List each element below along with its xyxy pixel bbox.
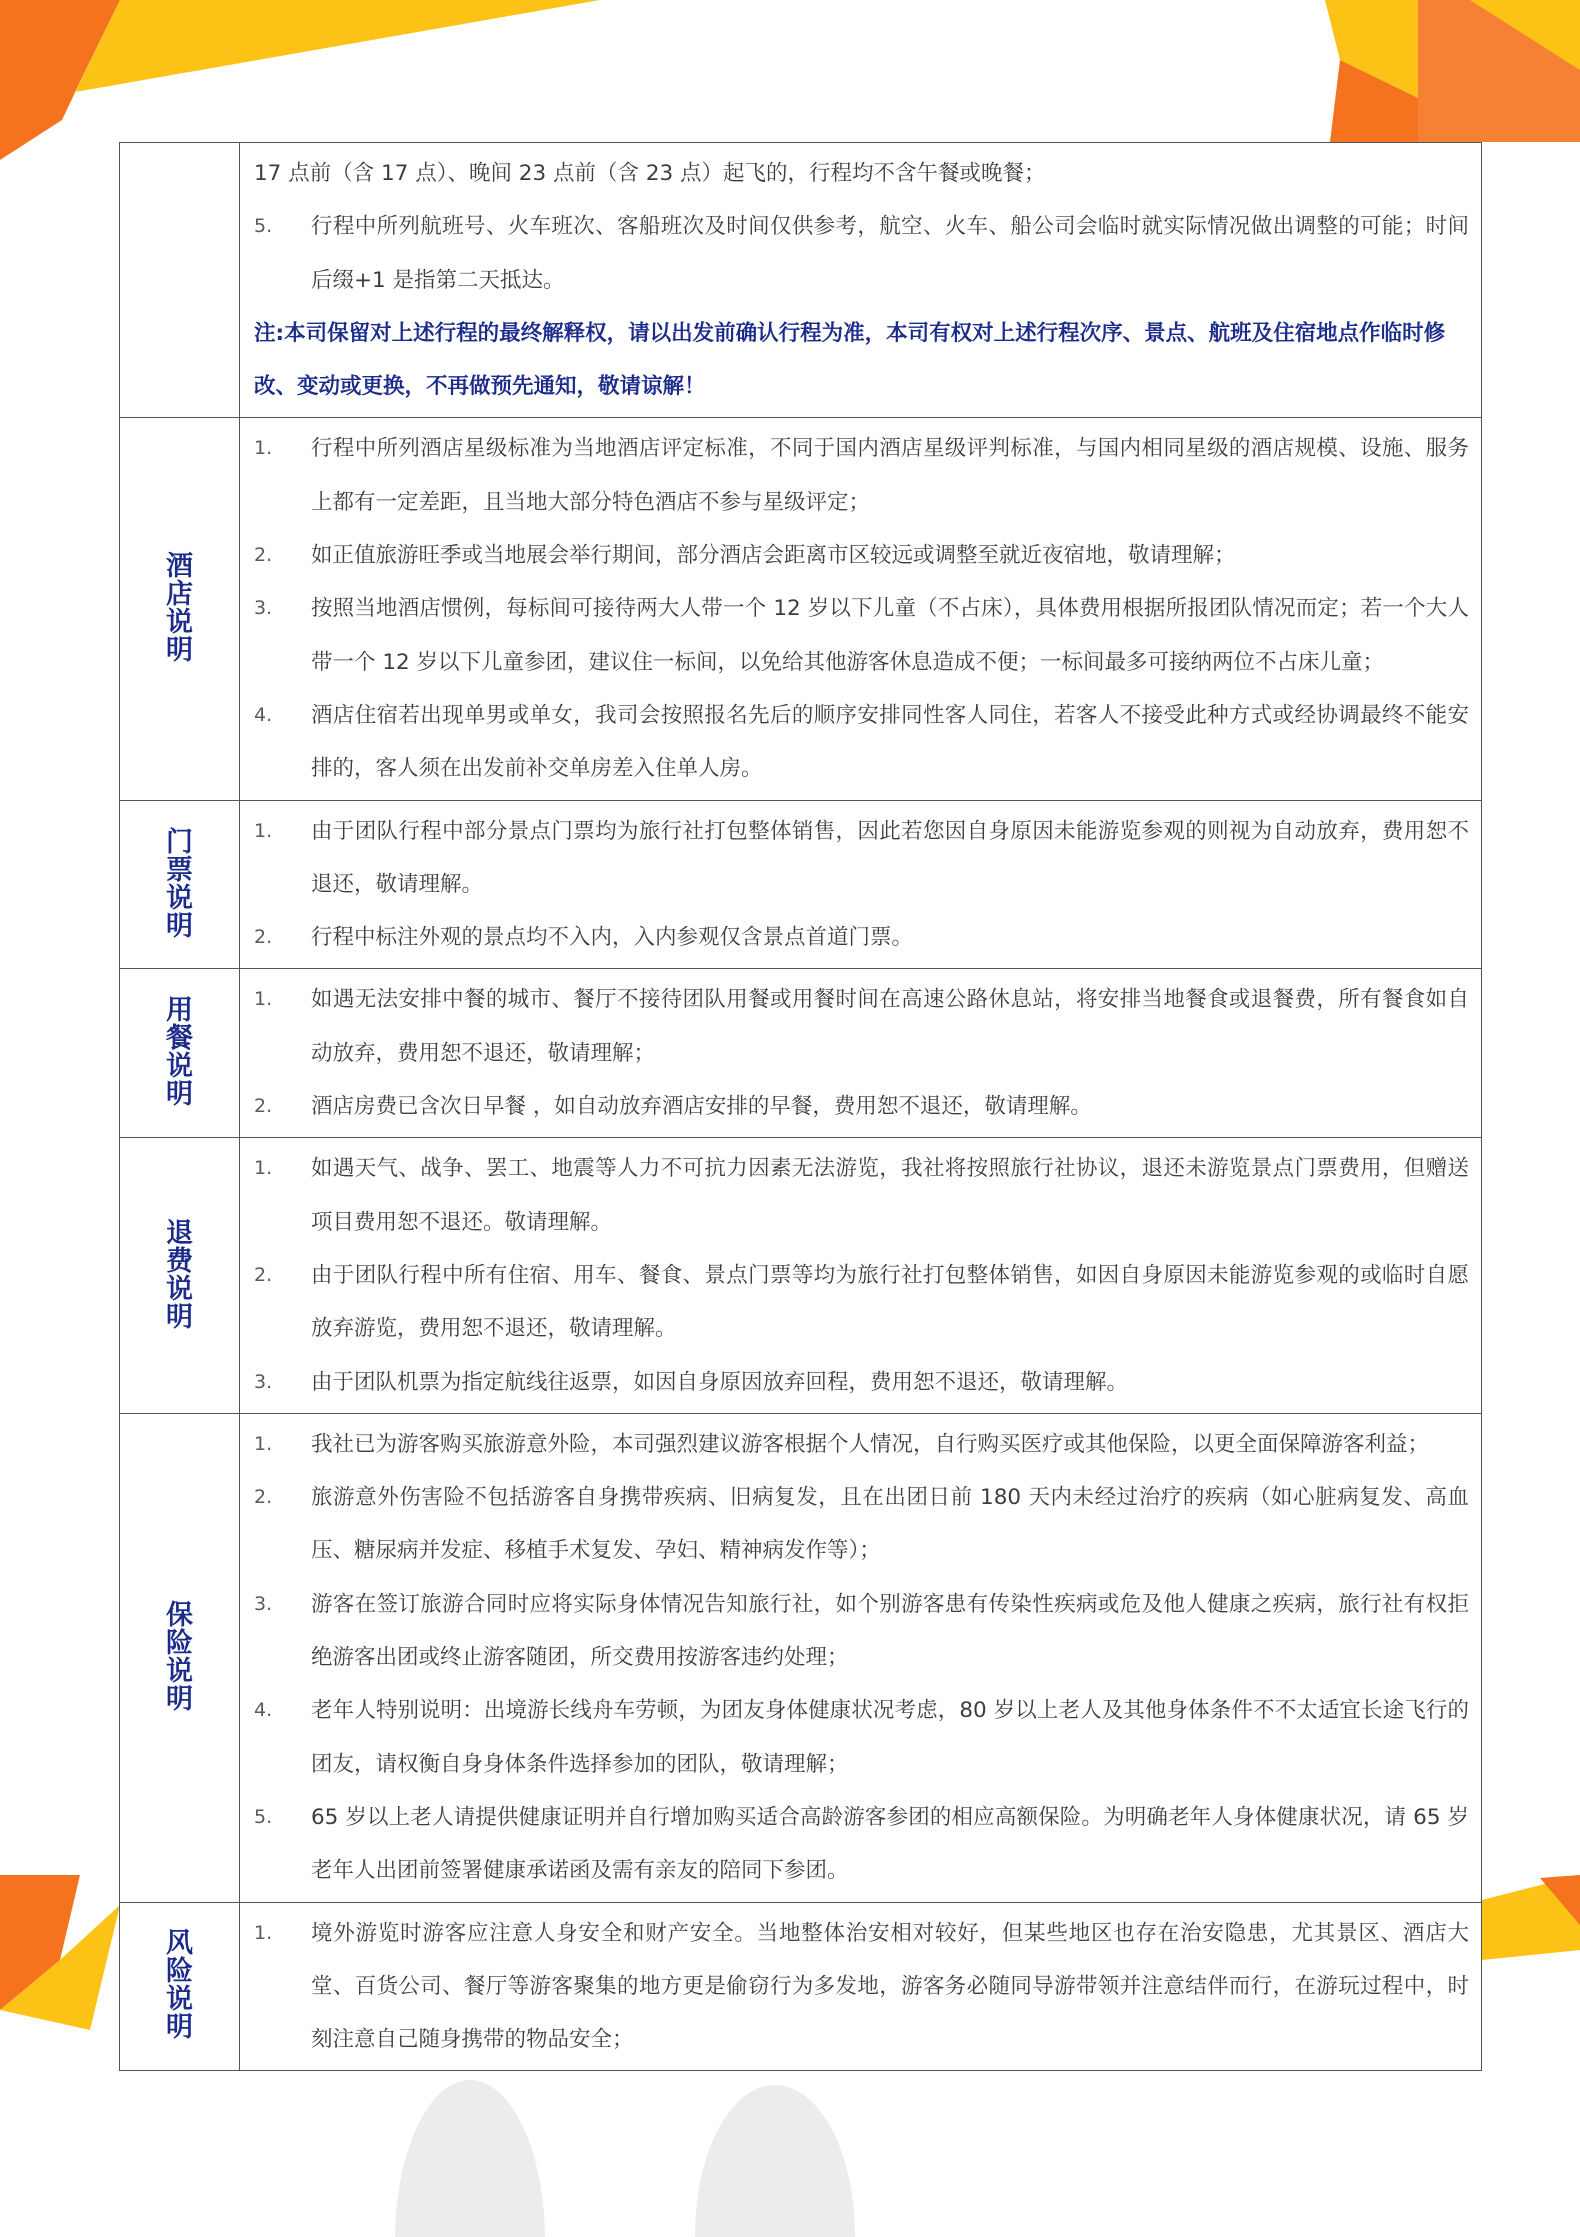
list-item [254, 1471, 1469, 1578]
list-item [254, 805, 1469, 912]
item-number: 3. [254, 597, 273, 620]
item-text: 由于团队机票为指定航线往返票，如因自身原因放弃回程，费用恕不退还，敬请理解。 [311, 1369, 1129, 1395]
item-number: 1. [254, 988, 273, 1011]
section-heading: 酒店说明 [166, 551, 193, 667]
item-number: 4. [254, 703, 273, 726]
section-heading-cell [120, 1902, 240, 2071]
disclaimer-note: 注:本司保留对上述行程的最终解释权，请以出发前确认行程为准，本司有权对上述行程次序、景点、航班及住宿地点作临时修改、变动或更换，不再做预先通知，敬请谅解！ [254, 320, 1446, 400]
list-item [254, 1791, 1469, 1898]
item-number: 5. [254, 215, 273, 238]
item-number: 1. [254, 1157, 273, 1180]
item-text: 如遇天气、战争、罢工、地震等人力不可抗力因素无法游览，我社将按照旅行社协议，退还未游览景点门票费用，但赠送项目费用恕不退还。敬请理解。 [311, 1156, 1469, 1235]
section-body-cell [240, 1902, 1482, 2071]
item-text: 酒店房费已含次日早餐 ，如自动放弃酒店安排的早餐，费用恕不退还，敬请理解。 [311, 1094, 1092, 1120]
section-heading: 风险说明 [166, 1928, 193, 2044]
section-body-cell [240, 418, 1482, 800]
item-text: 行程中所列航班号、火车班次、客船班次及时间仅供参考，航空、火车、船公司会临时就实际情况做出调整的可能；时间后缀+1 是指第二天抵达。 [311, 214, 1469, 293]
section-heading: 保险说明 [166, 1599, 193, 1715]
item-text: 境外游览时游客应注意人身安全和财产安全。当地整体治安相对较好，但某些地区也存在治安隐患，尤其景区、酒店大堂、百货公司、餐厅等游客聚集的地方更是偷窃行为多发地，游客务必随同导游带领并注意结伴而行，在游玩过程中，时刻注意自己随身携带的物品安全； [311, 1920, 1469, 2053]
section-row-refund [120, 1138, 1482, 1413]
section-heading-cell [120, 418, 240, 800]
section-heading-cell [120, 1138, 240, 1413]
list-item [254, 1249, 1469, 1356]
item-text: 行程中标注外观的景点均不入内，入内参观仅含景点首道门票。 [311, 925, 914, 951]
section-heading-cell [120, 1413, 240, 1902]
item-number: 2. [254, 544, 273, 567]
watermark-shape [395, 2080, 545, 2237]
section-heading: 门票说明 [166, 826, 193, 942]
list-item [254, 200, 1469, 307]
section-body-cell [240, 1138, 1482, 1413]
list-item [254, 689, 1469, 796]
section-heading-cell [120, 969, 240, 1138]
section-row [120, 143, 1482, 418]
item-number: 2. [254, 1263, 273, 1286]
item-text: 老年人特别说明：出境游长线舟车劳顿，为团友身体健康状况考虑，80 岁以上老人及其他身体条件不不太适宜长途飞行的团友，请权衡自身身体条件选择参加的团队，敬请理解； [311, 1698, 1469, 1777]
section-body-cell [240, 800, 1482, 969]
section-row-meals [120, 969, 1482, 1138]
item-number: 1. [254, 437, 273, 460]
list-item [254, 1142, 1469, 1249]
list-item [254, 1907, 1469, 2067]
yellow-shape [75, 0, 600, 92]
item-text: 如正值旅游旺季或当地展会举行期间，部分酒店会距离市区较远或调整至就近夜宿地，敬请理解； [311, 543, 1236, 569]
item-number: 2. [254, 926, 273, 949]
item-number: 3. [254, 1370, 273, 1393]
item-text: 如遇无法安排中餐的城市、餐厅不接待团队用餐或用餐时间在高速公路休息站，将安排当地餐食或退餐费，所有餐食如自动放弃，费用恕不退还，敬请理解； [311, 987, 1469, 1066]
item-number: 5. [254, 1805, 273, 1828]
item-text: 由于团队行程中部分景点门票均为旅行社打包整体销售，因此若您因自身原因未能游览参观的则视为自动放弃，费用恕不退还，敬请理解。 [311, 818, 1469, 897]
item-number: 3. [254, 1592, 273, 1615]
section-body-cell [240, 969, 1482, 1138]
list-item [254, 1080, 1469, 1133]
item-number: 1. [254, 1432, 273, 1455]
item-text: 按照当地酒店惯例，每标间可接待两大人带一个 12 岁以下儿童（不占床），具体费用根据所报团队情况而定；若一个大人带一个 12 岁以下儿童参团，建议住一标间，以免给其他游客休息造成不便；一标间最多可接纳两位不占床儿童； [311, 596, 1469, 675]
item-text: 由于团队行程中所有住宿、用车、餐食、景点门票等均为旅行社打包整体销售，如因自身原因未能游览参观的或临时自愿放弃游览，费用恕不退还，敬请理解。 [311, 1262, 1469, 1342]
item-number: 1. [254, 819, 273, 842]
item-number: 4. [254, 1699, 273, 1722]
section-heading-cell [120, 143, 240, 418]
section-row-insurance [120, 1413, 1482, 1902]
list-item [254, 529, 1469, 582]
item-text: 酒店住宿若出现单男或单女，我司会按照报名先后的顺序安排同性客人同住，若客人不接受此种方式或经协调最终不能安排的，客人须在出发前补交单房差入住单人房。 [311, 702, 1469, 782]
list-item [254, 911, 1469, 964]
item-number: 2. [254, 1486, 273, 1509]
item-text: 65 岁以上老人请提供健康证明并自行增加购买适合高龄游客参团的相应高额保险。为明确老年人身体健康状况，请 65 岁老年人出团前签署健康承诺函及需有亲友的陪同下参团。 [311, 1804, 1469, 1884]
travel-notes-table [119, 142, 1482, 2071]
section-row-tickets [120, 800, 1482, 969]
list-item [254, 422, 1469, 529]
item-number: 1. [254, 1921, 273, 1944]
section-heading: 退费说明 [166, 1217, 193, 1333]
list-item [254, 1356, 1469, 1409]
section-heading: 用餐说明 [166, 995, 193, 1111]
item-text: 游客在签订旅游合同时应将实际身体情况告知旅行社，如个别游客患有传染性疾病或危及他人健康之疾病，旅行社有权拒绝游客出团或终止游客随团，所交费用按游客违约处理； [311, 1591, 1469, 1671]
item-text: 旅游意外伤害险不包括游客自身携带疾病、旧病复发，且在出团日前 180 天内未经过治疗的疾病（如心脏病复发、高血压、糖尿病并发症、移植手术复发、孕妇、精神病发作等）； [311, 1485, 1469, 1564]
item-text: 行程中所列酒店星级标准为当地酒店评定标准，不同于国内酒店星级评判标准，与国内相同星级的酒店规模、设施、服务上都有一定差距，且当地大部分特色酒店不参与星级评定； [311, 436, 1469, 515]
item-number: 2. [254, 1095, 273, 1118]
list-item [254, 1684, 1469, 1791]
list-item [254, 582, 1469, 689]
continuation-text: 17 点前（含 17 点）、晚间 23 点前（含 23 点）起飞的，行程均不含午餐或晚餐； [254, 161, 1046, 186]
list-item [254, 1578, 1469, 1685]
watermark-shape [695, 2085, 855, 2237]
list-item [254, 1418, 1469, 1471]
section-row-risk [120, 1902, 1482, 2071]
list-item [254, 973, 1469, 1080]
section-body-cell [240, 1413, 1482, 1902]
item-text: 我社已为游客购买旅游意外险，本司强烈建议游客根据个人情况，自行购买医疗或其他保险，以更全面保障游客利益； [311, 1431, 1430, 1457]
section-body-cell [240, 143, 1482, 418]
section-heading-cell [120, 800, 240, 969]
section-row-hotel [120, 418, 1482, 800]
